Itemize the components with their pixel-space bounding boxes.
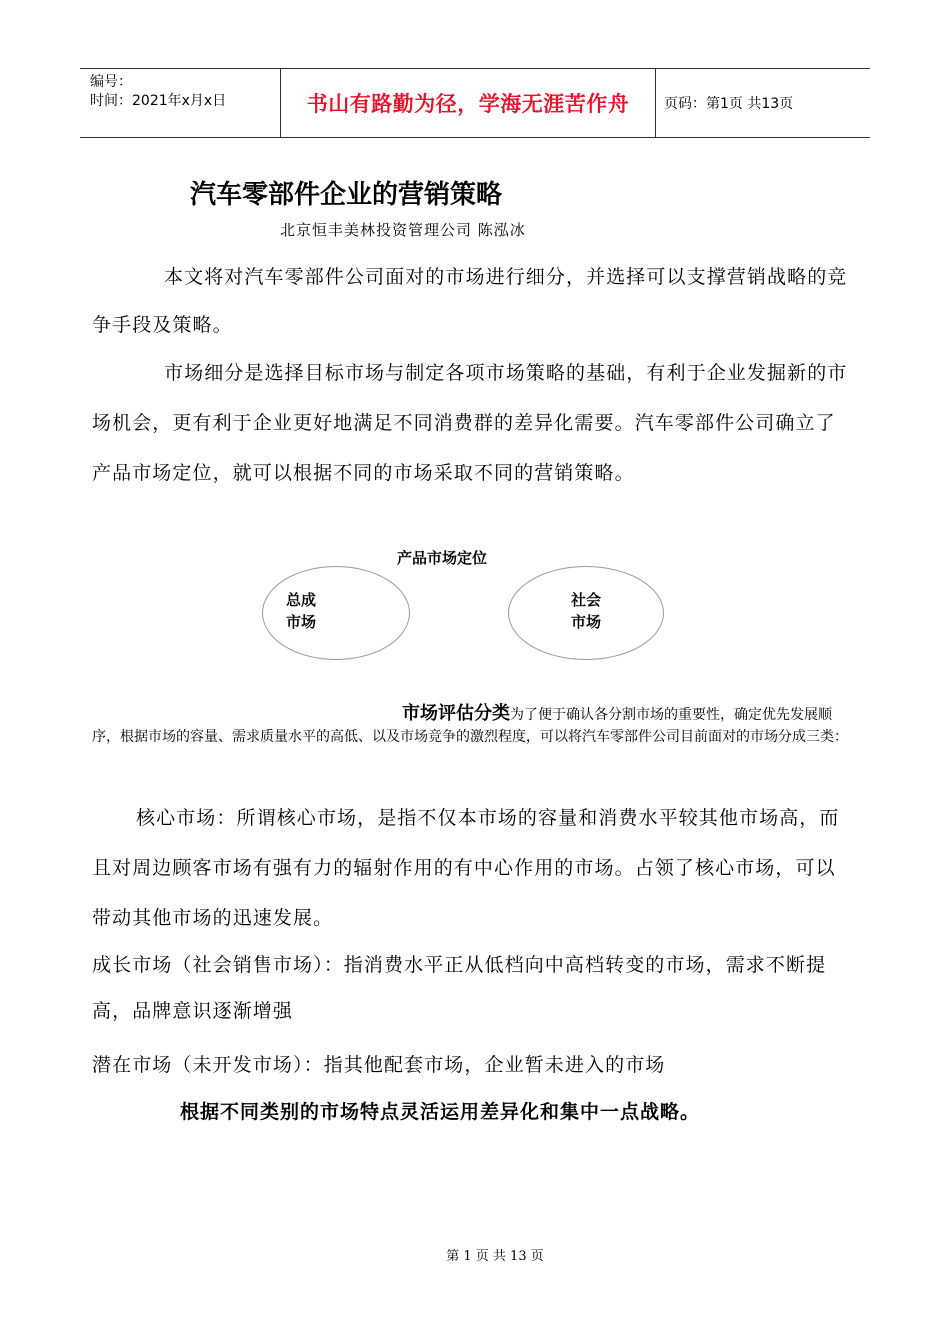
motto-text: 书山有路勤为径，学海无涯苦作舟	[306, 92, 630, 116]
diagram-title: 产品市场定位	[397, 549, 488, 567]
paragraph-potential-market: 潜在市场（未开发市场）：指其他配套市场，企业暂未进入的市场	[92, 1054, 666, 1076]
paragraph-growth-market: 成长市场（社会销售市场）：指消费水平正从低档向中高档转变的市场，需求不断提高，品牌意识逐渐增强	[92, 954, 827, 1022]
paragraph-core-market: 核心市场：所谓核心市场，是指不仅本市场的容量和消费水平较其他市场高，而且对周边顾客市场有强有力的辐射作用的有中心作用的市场。占领了核心市场，可以带动其他市场的迅速发展。	[92, 807, 840, 929]
document-author: 北京恒丰美林投资管理公司 陈泓冰	[280, 221, 526, 239]
paragraph-intro: 本文将对汽车零部件公司面对的市场进行细分，并选择可以支撑营销战略的竞争手段及策略。	[92, 266, 848, 336]
paragraph-segmentation: 市场细分是选择目标市场与制定各项市场策略的基础，有利于企业发掘新的市场机会，更有利于企业更好地满足不同消费群的差异化需要。汽车零部件公司确立了产品市场定位，就可以根据不同的市场采取不同的营销策略。	[92, 362, 848, 484]
eval-text: 为了便于确认各分割市场的重要性，确定优先发展顺序，根据市场的容量、需求质量水平的高低、以及市场竞争的激烈程度，可以将汽车零部件公司目前面对的市场分成三类：	[92, 707, 848, 745]
header-left-cell	[80, 69, 280, 137]
header-page-cell	[654, 69, 870, 137]
number-label: 编号：	[90, 74, 132, 90]
header-table	[80, 68, 870, 138]
page-info: 页码：第1页 共13页	[664, 96, 794, 112]
eval-section	[92, 703, 852, 748]
header-motto-cell	[280, 69, 656, 137]
document-title: 汽车零部件企业的营销策略	[190, 180, 503, 210]
eval-heading: 市场评估分类	[402, 703, 510, 724]
diagram-label-left: 总成市场	[285, 591, 316, 631]
conclusion-text: 根据不同类别的市场特点灵活运用差异化和集中一点战略。	[180, 1101, 701, 1123]
diagram-label-right: 社会市场	[570, 591, 601, 631]
time-label: 时间：2021年x月x日	[90, 93, 227, 109]
page-footer: 第 1 页 共 13 页	[446, 1249, 544, 1264]
